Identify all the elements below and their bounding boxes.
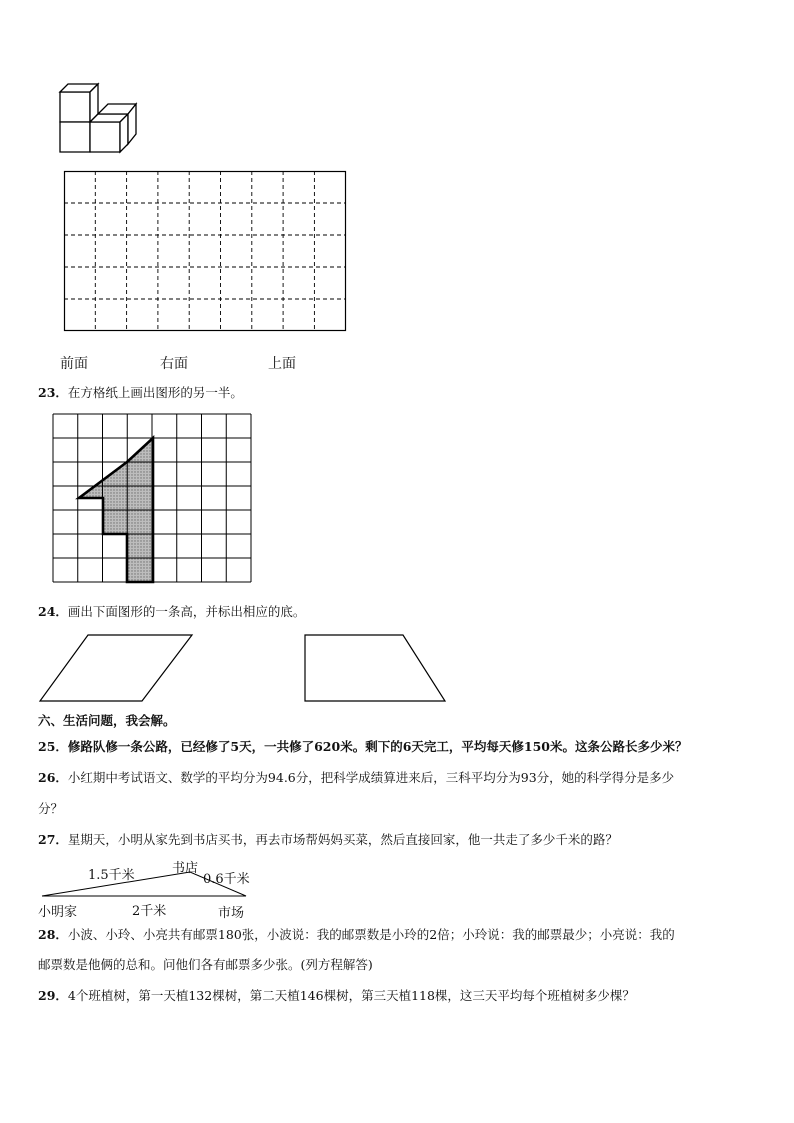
view-grid <box>64 171 346 331</box>
cube-figure <box>58 84 138 154</box>
route-bookstore: 书店 <box>172 861 199 876</box>
question-text: 小波、小玲、小亮共有邮票180张，小波说：我的邮票数是小玲的2倍；小玲说：我的邮票最少；小亮说：我的 <box>67 927 675 942</box>
label-top-view: 上面 <box>268 356 296 372</box>
question-number: 24． <box>38 604 68 619</box>
label-front-view: 前面 <box>60 356 88 372</box>
question-number: 27． <box>38 832 68 847</box>
question-number: 25． <box>38 739 68 754</box>
parallelogram-shape <box>38 633 198 705</box>
question-text: 修路队修一条公路，已经修了5天，一共修了620米。剩下的6天完工，平均每天修150米。这条公路长多少米？ <box>67 739 688 754</box>
question-23 <box>38 384 243 402</box>
question-number: 23． <box>38 385 68 400</box>
question-text: 在方格纸上画出图形的另一半。 <box>67 385 243 400</box>
question-text: 4个班植树，第一天植132棵树，第二天植146棵树，第三天植118棵，这三天平均每个班植树多少棵？ <box>67 988 635 1003</box>
section-title-text: 六、生活问题，我会解。 <box>38 713 176 728</box>
route-home: 小明家 <box>38 905 78 920</box>
question-28-line-2 <box>38 956 373 974</box>
question-26-line-1 <box>38 769 674 787</box>
question-26-line-2 <box>38 800 63 818</box>
question-24 <box>38 603 305 621</box>
route-market: 市场 <box>218 906 245 921</box>
question-text: 邮票数是他俩的总和。问他们各有邮票多少张。(列方程解答) <box>38 957 373 972</box>
question-text: 星期天，小明从家先到书店买书，再去市场帮妈妈买菜，然后直接回家，他一共走了多少千米的路？ <box>67 832 618 847</box>
trapezoid-shape <box>303 633 453 705</box>
label-right-view: 右面 <box>160 356 188 372</box>
route-distance-home-bookstore: 1.5千米 <box>88 868 135 883</box>
section-6-title <box>38 712 176 730</box>
question-number: 29． <box>38 988 68 1003</box>
question-text: 小红期中考试语文、数学的平均分为94.6分，把科学成绩算进来后，三科平均分为93分，她的科学得分是多少 <box>67 770 675 785</box>
question-text: 分？ <box>38 801 64 816</box>
question-27 <box>38 831 618 849</box>
question-29 <box>38 987 635 1005</box>
question-number: 26． <box>38 770 68 785</box>
question-text: 画出下面图形的一条高，并标出相应的底。 <box>67 604 306 619</box>
question-28-line-1 <box>38 926 675 944</box>
route-distance-bookstore-market: 0.6千米 <box>203 872 250 887</box>
route-distance-home-market: 2千米 <box>132 904 167 919</box>
question-25 <box>38 738 688 756</box>
question-number: 28． <box>38 927 68 942</box>
symmetry-grid <box>53 414 251 582</box>
